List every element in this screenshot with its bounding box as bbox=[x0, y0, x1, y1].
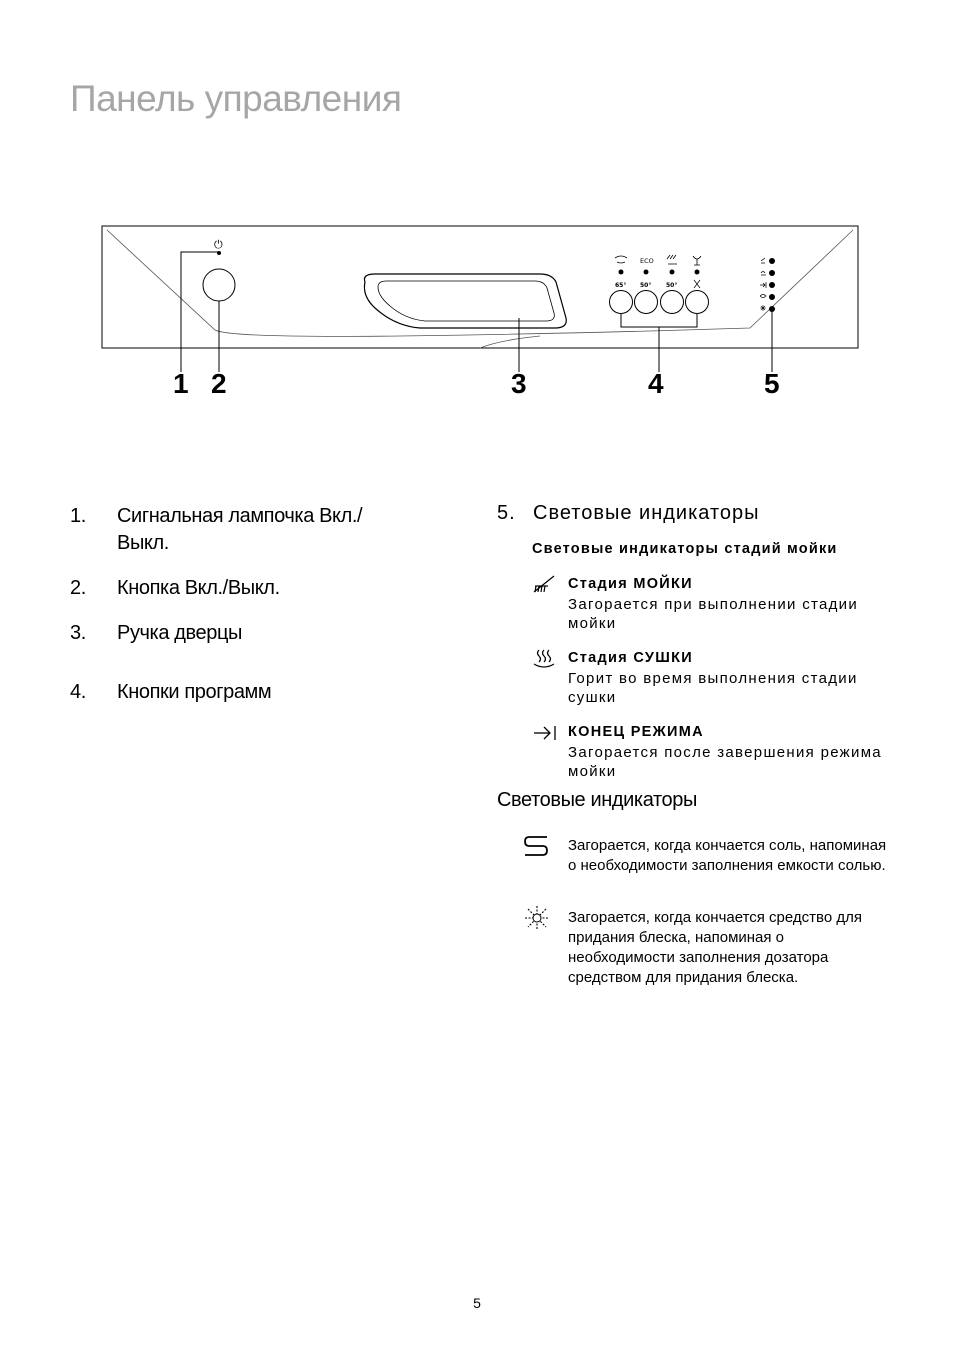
callout-2: 2 bbox=[211, 368, 227, 399]
program-button-1 bbox=[610, 291, 633, 314]
glass-icon bbox=[693, 256, 701, 265]
pre-rinse-icon bbox=[615, 256, 627, 263]
side-dry-icon bbox=[761, 272, 766, 276]
salt-icon bbox=[522, 833, 552, 859]
callout-4: 4 bbox=[648, 368, 664, 399]
eco-label: ECO bbox=[640, 257, 654, 265]
side-rinse-icon bbox=[760, 305, 766, 311]
indicators-heading: Световые индикаторы bbox=[497, 789, 697, 811]
power-light bbox=[217, 251, 221, 255]
stage-wash: Стадия МОЙКИ Загорается при выполнении стадии мойки bbox=[568, 576, 859, 632]
page-number: 5 bbox=[473, 1295, 481, 1311]
door-handle bbox=[364, 274, 566, 328]
svg-text:50°: 50° bbox=[640, 282, 652, 289]
page-title: Панель управления bbox=[70, 78, 402, 119]
indicator-rinse-aid: Загорается, когда кончается средство для придания блеска, напоминая о необходимости заполнения дозатора средством для придания блеска. bbox=[568, 909, 862, 986]
wash-dry-icon bbox=[667, 255, 677, 264]
svg-text:65°: 65° bbox=[615, 282, 627, 289]
side-wash-icon bbox=[761, 258, 765, 263]
stages-subheading: Световые индикаторы стадий мойки bbox=[532, 541, 838, 557]
control-panel-diagram bbox=[0, 0, 954, 420]
callout-3: 3 bbox=[511, 368, 527, 399]
temp-symbol-icon bbox=[694, 280, 700, 288]
side-end-icon bbox=[760, 282, 766, 288]
program-button-3 bbox=[661, 291, 684, 314]
power-symbol-icon: ⏻ bbox=[214, 238, 223, 251]
side-salt-icon bbox=[760, 295, 766, 298]
leader-4 bbox=[621, 314, 697, 372]
svg-text:50°: 50° bbox=[666, 282, 678, 289]
stage-dry: Стадия СУШКИ Горит во время выполнения стадии сушки bbox=[568, 650, 858, 706]
indicator-salt: Загорается, когда кончается соль, напоминая о необходимости заполнения емкости солью. bbox=[568, 837, 887, 874]
rinse-aid-icon bbox=[522, 904, 552, 932]
end-icon bbox=[532, 724, 558, 742]
callout-1: 1 bbox=[173, 368, 189, 399]
callout-5: 5 bbox=[764, 368, 780, 399]
program-button-2 bbox=[635, 291, 658, 314]
program-button-4 bbox=[686, 291, 709, 314]
wash-icon bbox=[532, 574, 556, 594]
stage-end: КОНЕЦ РЕЖИМА Загорается после завершения режима мойки bbox=[568, 724, 882, 780]
dry-icon bbox=[532, 648, 556, 670]
power-button bbox=[203, 269, 235, 301]
